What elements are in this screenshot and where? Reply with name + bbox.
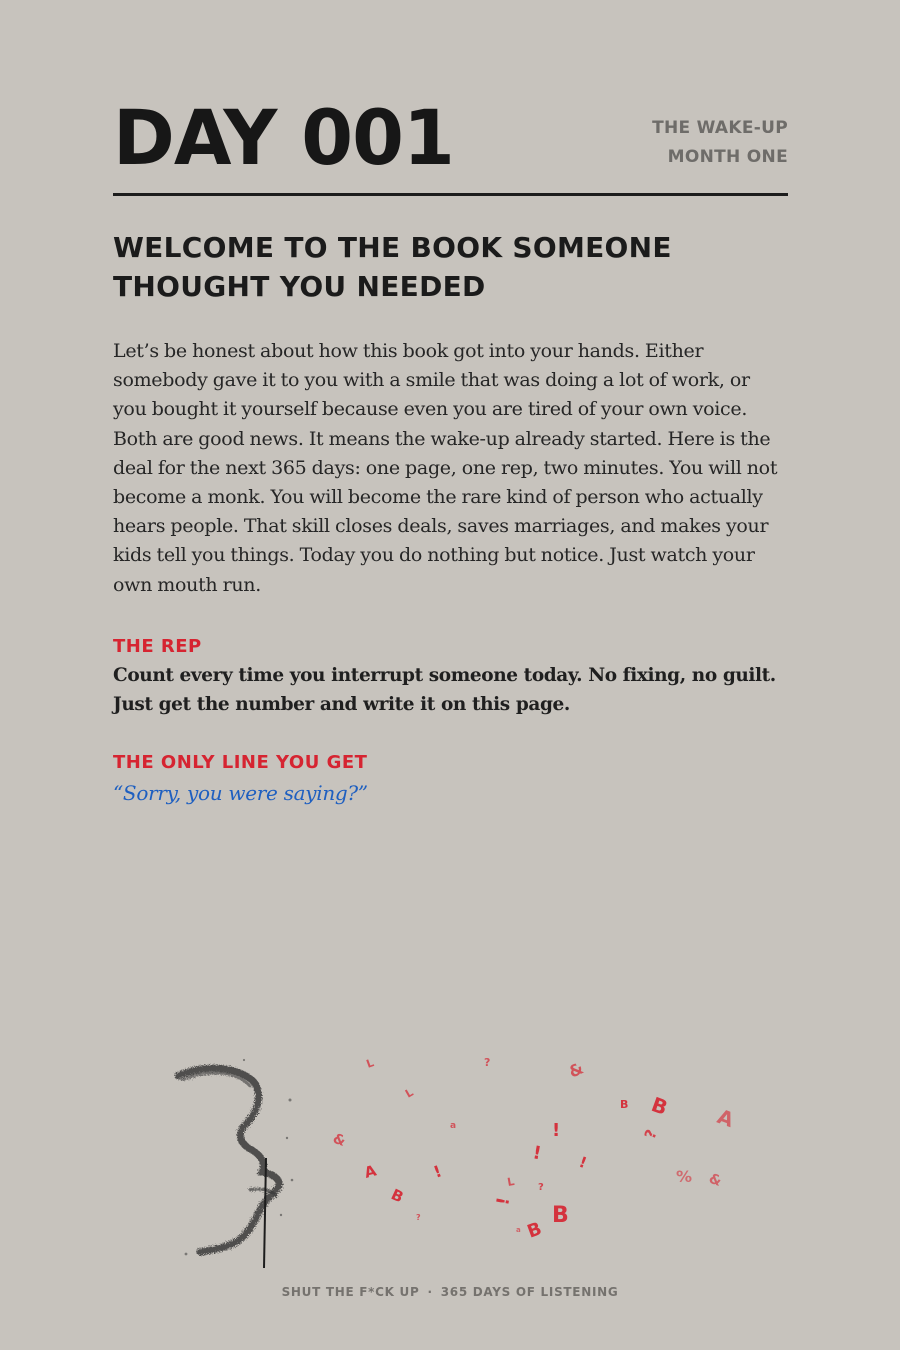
glyph-17: L bbox=[506, 1174, 516, 1189]
rep-label: THE REP bbox=[113, 636, 202, 657]
glyph-25: a bbox=[516, 1226, 521, 1234]
glyph-13: A bbox=[362, 1161, 379, 1182]
glyph-3: & bbox=[565, 1058, 587, 1082]
glyph-21: ! bbox=[493, 1195, 515, 1207]
meta-month: MONTH ONE bbox=[667, 147, 788, 167]
quote-line: “Sorry, you were saying?” bbox=[113, 781, 368, 805]
headline-line-1: WELCOME TO THE BOOK SOMEONE bbox=[113, 231, 672, 264]
body-paragraph: Let’s be honest about how this book got into your hands. Either somebody gave it to you with a smile that was doing a lot of work, or you bought it yourself because even you are tired of your own voice. Both are good news. It means the wake-up already started. Here is the deal for the next 365 days: one page, one rep, two minutes. You will not become a monk. You will become the rare kind of person who actually hears people. That skill closes deals, saves marriages, and makes your kids tell you things. Today you do nothing but notice. Just watch your own mouth run. bbox=[113, 340, 778, 596]
footer-subtitle: 365 DAYS OF LISTENING bbox=[440, 1285, 619, 1299]
glyph-11: ? bbox=[640, 1127, 661, 1142]
glyph-24: B bbox=[552, 1203, 569, 1228]
header-divider bbox=[113, 193, 788, 196]
glyph-22: ? bbox=[416, 1213, 421, 1222]
glyph-23: B bbox=[524, 1218, 545, 1243]
glyph-1: L bbox=[364, 1056, 376, 1071]
glyph-15: ! bbox=[576, 1152, 590, 1173]
glyph-10: ! bbox=[552, 1120, 561, 1141]
footer-book-title: SHUT THE F*CK UP bbox=[281, 1285, 420, 1299]
page-title: DAY 001 bbox=[113, 93, 454, 182]
glyph-18: ? bbox=[538, 1182, 544, 1193]
footer-separator: · bbox=[427, 1285, 433, 1299]
glyph-16: B bbox=[388, 1185, 407, 1207]
header-meta bbox=[652, 114, 788, 172]
footer bbox=[0, 1285, 900, 1299]
rep-text: Count every time you interrupt someone today. No fixing, no guilt. Just get the number and write it on this page. bbox=[113, 665, 776, 715]
meta-theme: THE WAKE-UP bbox=[652, 118, 788, 138]
glyph-6: B bbox=[648, 1092, 671, 1120]
glyph-12: ! bbox=[531, 1142, 543, 1165]
headline bbox=[113, 228, 788, 306]
glyph-4: L bbox=[403, 1085, 416, 1101]
glyph-20: & bbox=[706, 1170, 724, 1190]
glyph-5: B bbox=[620, 1098, 629, 1111]
glyph-2: ? bbox=[484, 1056, 491, 1069]
glyph-8: & bbox=[330, 1130, 348, 1150]
mouth-with-scattered-letters-icon bbox=[0, 1040, 900, 1280]
glyph-19: % bbox=[676, 1167, 693, 1186]
glyph-14: ! bbox=[430, 1161, 445, 1182]
line-label: THE ONLY LINE YOU GET bbox=[113, 752, 368, 773]
headline-line-2: THOUGHT YOU NEEDED bbox=[113, 270, 486, 303]
glyph-9: a bbox=[450, 1121, 457, 1131]
glyph-7: A bbox=[714, 1104, 738, 1132]
